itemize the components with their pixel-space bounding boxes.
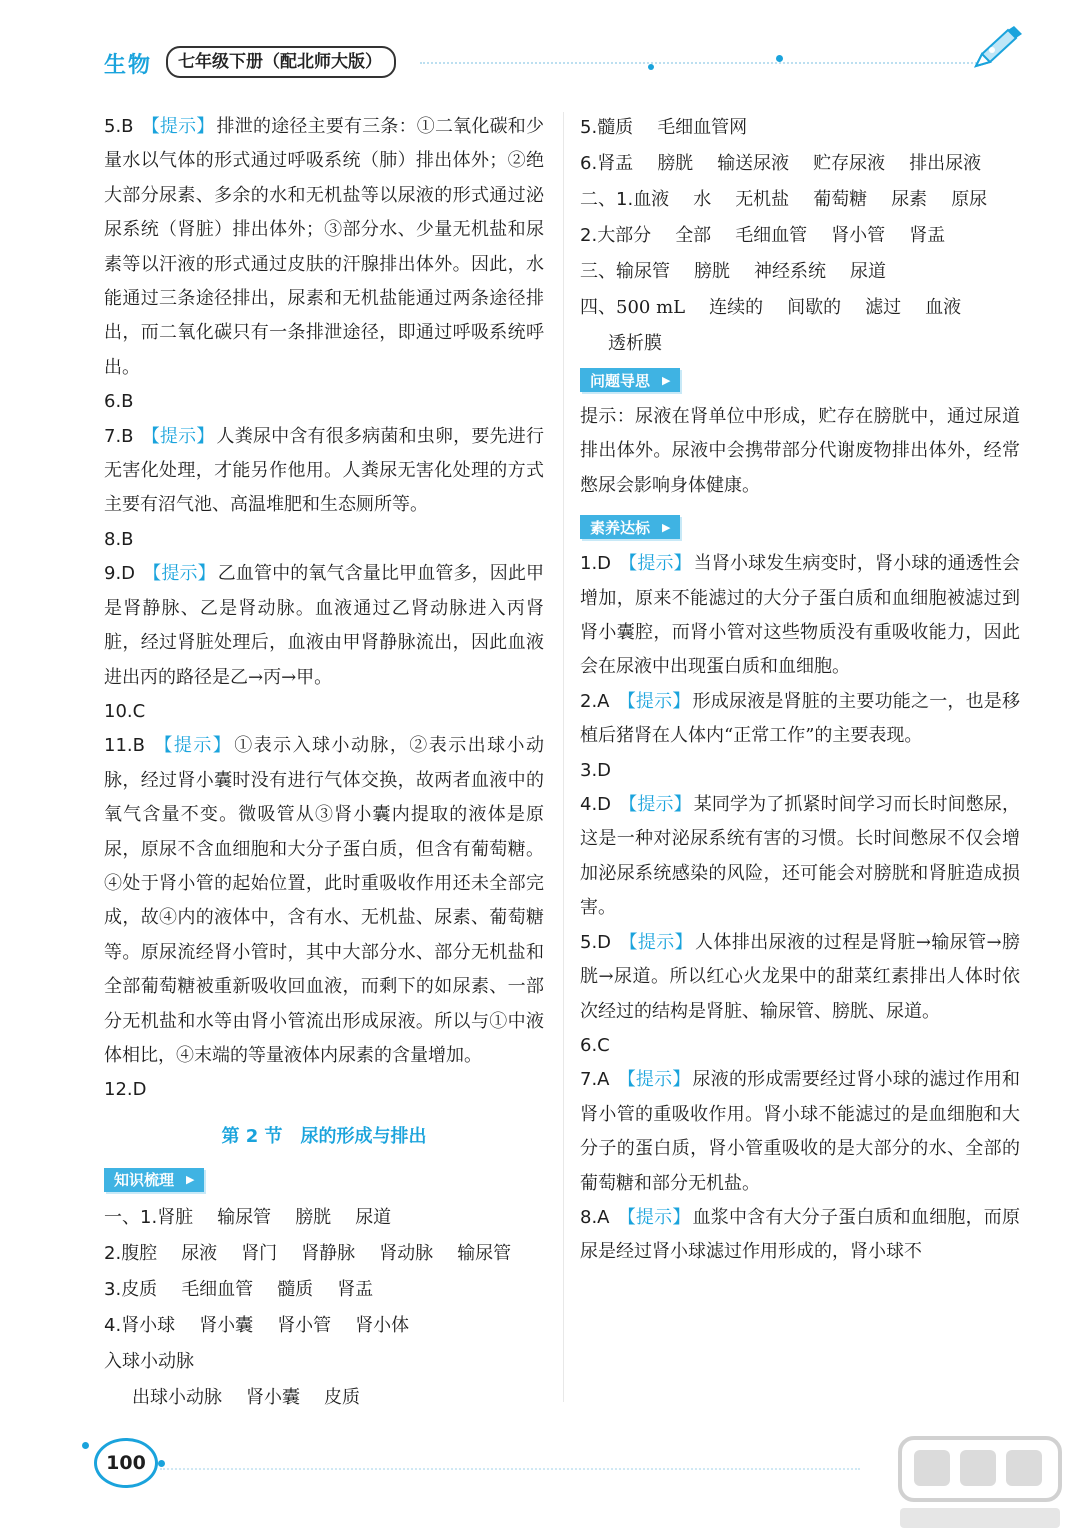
header-dot xyxy=(776,55,783,62)
knowledge-answer: 神经系统 xyxy=(754,261,826,282)
answer-item xyxy=(104,729,544,1073)
answer-number: 5.D xyxy=(580,931,612,953)
knowledge-number: 3. xyxy=(104,1278,122,1300)
knowledge-answer: 肾门 xyxy=(241,1242,278,1264)
knowledge-answer: 原尿 xyxy=(951,189,988,210)
knowledge-answer: 入球小动脉 xyxy=(104,1350,194,1372)
knowledge-answer: 血液 xyxy=(633,189,670,210)
knowledge-row xyxy=(580,290,1020,326)
knowledge-number: 4. xyxy=(104,1314,122,1336)
answer-number: 7.B xyxy=(104,425,134,447)
question-text: 提示：尿液在肾单位中形成，贮存在膀胱中，通过尿道排出体外。尿液中会携带部分代谢废物排出体外，经常憋尿会影响身体健康。 xyxy=(580,406,1020,496)
knowledge-number: 6. xyxy=(580,153,598,174)
hint-label: 【提示】 xyxy=(619,931,694,953)
answer-item xyxy=(580,685,1020,754)
knowledge-answer: 肾小球 xyxy=(121,1314,176,1336)
knowledge-number: 一、1. xyxy=(104,1206,158,1228)
hint-label: 【提示】 xyxy=(143,563,216,585)
hint-label: 【提示】 xyxy=(141,425,215,447)
knowledge-answer: 腹腔 xyxy=(121,1242,158,1264)
knowledge-answer: 大部分 xyxy=(597,225,652,246)
knowledge-first-answer xyxy=(104,1308,175,1344)
knowledge-answer: 髓质 xyxy=(277,1278,314,1300)
answer-number: 9.D xyxy=(104,563,136,585)
hint-label: 【提示】 xyxy=(617,1069,691,1091)
hint-label: 【提示】 xyxy=(619,794,692,816)
answer-number: 1.D xyxy=(580,553,612,575)
answer-list-right xyxy=(580,547,1020,1270)
knowledge-first-answer xyxy=(580,290,685,326)
knowledge-answer: 间歇的 xyxy=(787,297,842,318)
page-number: 100 xyxy=(94,1438,158,1488)
answer-item xyxy=(104,1073,544,1107)
knowledge-row xyxy=(580,146,1020,182)
knowledge-answer: 尿液 xyxy=(181,1242,218,1264)
answer-item xyxy=(104,385,544,419)
tag-question xyxy=(580,368,680,392)
knowledge-first-answer xyxy=(580,254,670,290)
knowledge-answer: 透析膜 xyxy=(608,333,662,354)
knowledge-answer: 肾盂 xyxy=(597,153,634,174)
knowledge-answer: 输尿管 xyxy=(616,261,670,282)
knowledge-answer: 输尿管 xyxy=(217,1206,272,1228)
knowledge-answer: 水 xyxy=(693,189,712,210)
footer-dot xyxy=(82,1442,89,1449)
pen-icon xyxy=(968,24,1028,72)
answer-explanation: 人粪尿中含有很多病菌和虫卵，要先进行无害化处理，才能另作他用。人粪尿无害化处理的方式主要有沼气池、高温堆肥和生态厕所等。 xyxy=(104,425,544,516)
knowledge-row xyxy=(580,218,1020,254)
knowledge-answer: 皮质 xyxy=(324,1386,360,1408)
knowledge-list-left xyxy=(104,1200,544,1416)
answer-number: 6.C xyxy=(580,1034,610,1056)
knowledge-answer: 肾动脉 xyxy=(379,1242,434,1264)
page-footer xyxy=(0,1420,1080,1536)
knowledge-row xyxy=(580,326,1020,362)
knowledge-answer: 肾小囊 xyxy=(246,1386,300,1408)
answer-explanation: 当肾小球发生病变时，肾小球的通透性会增加，原来不能滤过的大分子蛋白质和血细胞被滤过到肾小囊腔，而肾小管对这些物质没有重吸收能力，因此会在尿液中出现蛋白质和血细胞。 xyxy=(580,553,1020,678)
hint-label: 【提示】 xyxy=(152,735,233,757)
answer-explanation: 形成尿液是肾脏的主要功能之一，也是移植后猪肾在人体内“正常工作”的主要表现。 xyxy=(580,690,1021,747)
knowledge-answer: 尿道 xyxy=(355,1206,392,1228)
answer-item xyxy=(104,420,544,523)
knowledge-first-answer xyxy=(580,146,633,182)
hint-label: 【提示】 xyxy=(617,690,691,712)
column-divider xyxy=(563,112,564,1402)
answer-item xyxy=(104,695,544,729)
knowledge-answer: 毛细血管 xyxy=(181,1278,254,1300)
answer-list-left xyxy=(104,110,544,1108)
knowledge-answer: 500 mL xyxy=(616,297,686,318)
knowledge-row xyxy=(580,110,1020,146)
knowledge-answer: 肾小体 xyxy=(355,1314,410,1336)
knowledge-answer: 膀胱 xyxy=(657,153,694,174)
answer-number: 11.B xyxy=(104,735,145,757)
answer-number: 8.A xyxy=(580,1206,610,1228)
knowledge-list-right xyxy=(580,110,1020,362)
knowledge-answer: 肾小囊 xyxy=(199,1314,254,1336)
header-dot xyxy=(648,64,654,70)
tag-quality xyxy=(580,515,680,539)
knowledge-first-answer xyxy=(580,182,669,218)
answer-explanation: ①表示入球小动脉，②表示出球小动脉，经过肾小囊时没有进行气体交换，故两者血液中的氧气含量不变。微吸管从③肾小囊内提取的液体是原尿，原尿不含血细胞和大分子蛋白质，但含有葡萄糖。④处于肾小管的起始位置，此时重吸收作用还未全部完成，故④内的液体中，含有水、无机盐、尿素、葡萄糖等。原尿流经肾小管时，其中大部分水、部分无机盐和全部葡萄糖被重新吸收回血液，而剩下的如尿素、一部分无机盐和水等由肾小管流出形成尿液。所以与①中液体相比，④末端的等量液体内尿素的含量增加。 xyxy=(104,735,545,1066)
answer-number: 7.A xyxy=(580,1069,610,1091)
knowledge-first-answer xyxy=(104,1272,157,1308)
knowledge-number: 三、 xyxy=(580,261,616,282)
answer-number: 6.B xyxy=(104,391,134,413)
hint-label: 【提示】 xyxy=(141,116,215,137)
knowledge-answer: 全部 xyxy=(675,225,712,246)
answer-number: 5.B xyxy=(104,116,134,137)
knowledge-answer: 连续的 xyxy=(709,297,764,318)
knowledge-answer: 贮存尿液 xyxy=(813,153,886,174)
answer-item xyxy=(104,110,544,385)
knowledge-answer: 出球小动脉 xyxy=(132,1386,222,1408)
answer-explanation: 人体排出尿液的过程是肾脏→输尿管→膀胱→尿道。所以红心火龙果中的甜菜红素排出人体时依次经过的结构是肾脏、输尿管、膀胱、尿道。 xyxy=(580,931,1020,1022)
play-arrow-icon: ▶ xyxy=(662,520,671,534)
watermark-logo-icon xyxy=(890,1428,1070,1538)
knowledge-answer: 肾盂 xyxy=(337,1278,374,1300)
knowledge-answer: 葡萄糖 xyxy=(813,189,868,210)
left-column xyxy=(104,110,544,1416)
knowledge-first-answer xyxy=(104,1200,193,1236)
answer-number: 8.B xyxy=(104,528,134,550)
knowledge-row xyxy=(104,1380,544,1416)
knowledge-answer: 膀胱 xyxy=(295,1206,332,1228)
tag-knowledge xyxy=(104,1168,204,1192)
knowledge-answer: 输尿管 xyxy=(457,1242,512,1264)
knowledge-number: 2. xyxy=(104,1242,122,1264)
knowledge-answer: 肾脏 xyxy=(157,1206,194,1228)
knowledge-row xyxy=(580,254,1020,290)
answer-number: 4.D xyxy=(580,794,612,816)
page-header xyxy=(0,0,1080,90)
knowledge-row xyxy=(580,182,1020,218)
knowledge-answer: 毛细血管网 xyxy=(657,117,748,138)
right-column xyxy=(580,110,1020,1270)
section-title: 第 2 节 尿的形成与排出 xyxy=(221,1125,427,1147)
tag-quality-label: 素养达标 xyxy=(590,518,651,537)
answer-explanation: 血浆中含有大分子蛋白质和血细胞，而原尿是经过肾小球滤过作用形成的，肾小球不 xyxy=(580,1206,1021,1263)
knowledge-answer: 尿素 xyxy=(891,189,928,210)
footer-dot xyxy=(158,1460,165,1467)
edition-label: 七年级下册（配北师大版） xyxy=(166,46,396,78)
play-arrow-icon: ▶ xyxy=(186,1173,195,1187)
play-arrow-icon: ▶ xyxy=(662,373,671,387)
knowledge-number: 2. xyxy=(580,225,598,246)
answer-item xyxy=(580,1029,1020,1063)
knowledge-first-answer xyxy=(580,110,633,146)
answer-item xyxy=(104,557,544,695)
hint-label: 【提示】 xyxy=(617,1206,691,1228)
knowledge-number: 四、 xyxy=(580,297,616,318)
answer-item xyxy=(580,754,1020,788)
answer-item xyxy=(580,1201,1020,1270)
knowledge-number: 二、1. xyxy=(580,189,634,210)
knowledge-answer: 血液 xyxy=(925,297,962,318)
knowledge-answer: 肾盂 xyxy=(909,225,946,246)
knowledge-row xyxy=(104,1272,544,1308)
answer-explanation: 乙血管中的氧气含量比甲血管多，因此甲是肾静脉、乙是肾动脉。血液通过乙肾动脉进入丙肾脏，经过肾脏处理后，血液由甲肾静脉流出，因此血液进出丙的路径是乙→丙→甲。 xyxy=(104,563,544,688)
knowledge-answer: 髓质 xyxy=(597,117,634,138)
knowledge-answer: 毛细血管 xyxy=(735,225,808,246)
footer-dotted-line xyxy=(160,1468,860,1470)
answer-number: 2.A xyxy=(580,690,610,712)
knowledge-row xyxy=(104,1236,544,1272)
knowledge-answer: 肾静脉 xyxy=(301,1242,356,1264)
knowledge-answer: 无机盐 xyxy=(735,189,790,210)
answer-number: 12.D xyxy=(104,1079,147,1101)
knowledge-answer: 输送尿液 xyxy=(717,153,790,174)
knowledge-answer: 尿道 xyxy=(850,261,886,282)
knowledge-answer: 滤过 xyxy=(865,297,902,318)
knowledge-first-answer xyxy=(580,218,651,254)
answer-number: 3.D xyxy=(580,759,612,781)
tag-knowledge-label: 知识梳理 xyxy=(114,1171,175,1190)
header-dotted-line xyxy=(420,62,980,64)
knowledge-answer: 膀胱 xyxy=(694,261,730,282)
answer-item xyxy=(580,1063,1020,1201)
answer-item xyxy=(580,788,1020,926)
knowledge-answer: 肾小管 xyxy=(277,1314,332,1336)
answer-item xyxy=(580,547,1020,685)
hint-label: 【提示】 xyxy=(619,553,692,575)
tag-question-label: 问题导思 xyxy=(590,371,651,390)
answer-item xyxy=(104,523,544,557)
knowledge-row xyxy=(104,1308,544,1380)
answer-explanation: 某同学为了抓紧时间学习而长时间憋尿，这是一种对泌尿系统有害的习惯。长时间憋尿不仅会增加泌尿系统感染的风险，还可能会对膀胱和肾脏造成损害。 xyxy=(580,794,1020,919)
knowledge-answer: 排出尿液 xyxy=(909,153,982,174)
knowledge-row xyxy=(104,1200,544,1236)
knowledge-first-answer xyxy=(104,1236,157,1272)
knowledge-answer: 皮质 xyxy=(121,1278,158,1300)
answer-explanation: 排泄的途径主要有三条：①二氧化碳和少量水以气体的形式通过呼吸系统（肺）排出体外；②绝大部分尿素、多余的水和无机盐等以尿液的形式通过泌尿系统（肾脏）排出体外；③部分水、少量无机盐和尿素等以汗液的形式通过皮肤的汗腺排出体外。因此，水能通过三条途径排出，尿素和无机盐能通过两条途径排出，而二氧化碳只有一条排泄途径，即通过呼吸系统呼出。 xyxy=(104,116,544,378)
knowledge-number: 5. xyxy=(580,117,598,138)
knowledge-answer: 肾小管 xyxy=(831,225,886,246)
answer-number: 10.C xyxy=(104,700,146,722)
answer-explanation: 尿液的形成需要经过肾小球的滤过作用和肾小管的重吸收作用。肾小球不能滤过的是血细胞和大分子的蛋白质，肾小管重吸收的是大部分的水、全部的葡萄糖和部分无机盐。 xyxy=(580,1069,1021,1194)
answer-item xyxy=(580,926,1020,1029)
subject-label: 生物 xyxy=(104,53,153,78)
